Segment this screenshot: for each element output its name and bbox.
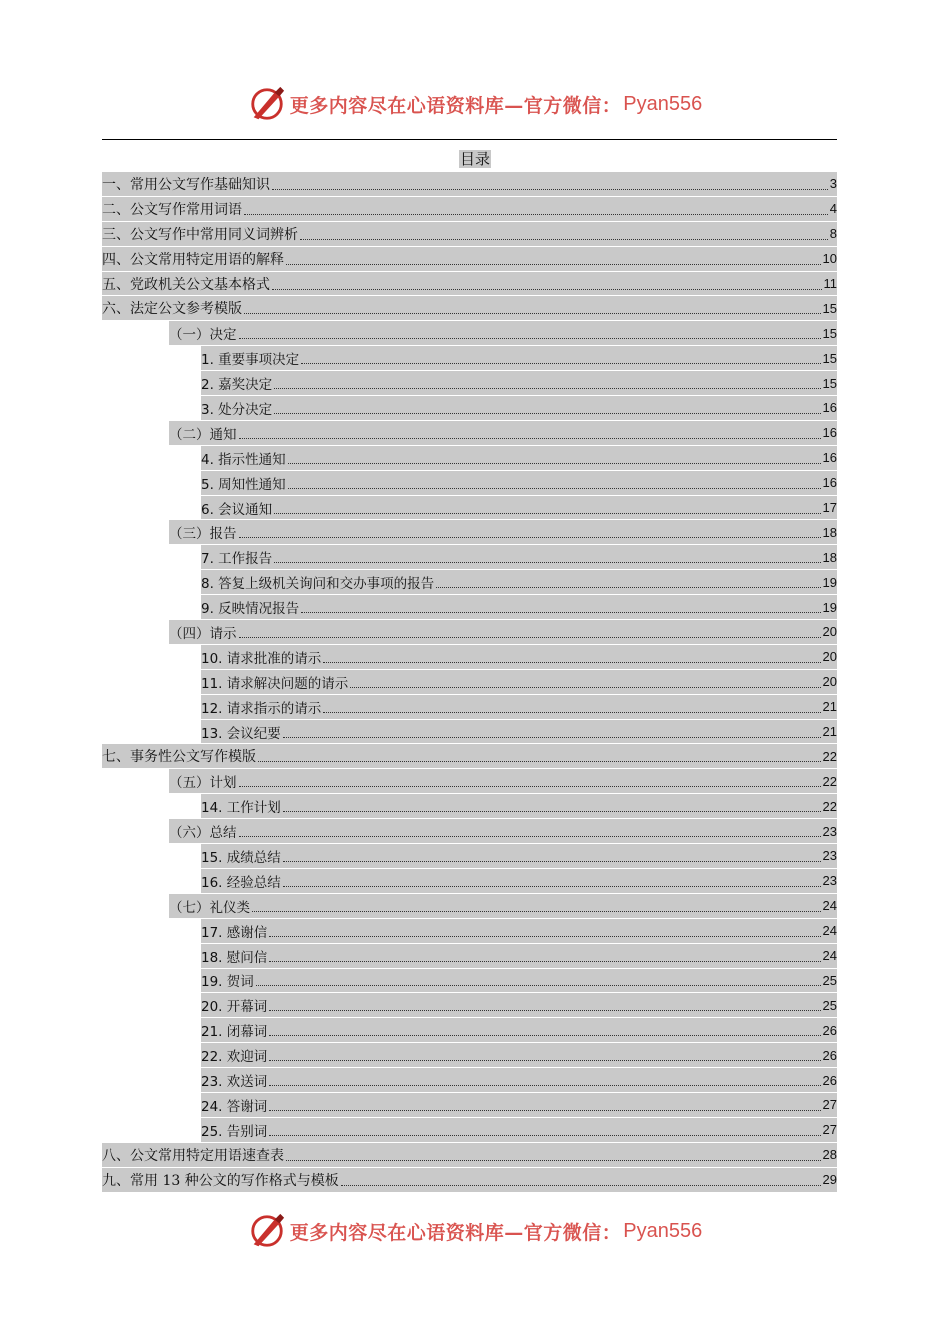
toc-entry[interactable] (201, 868, 837, 893)
toc-dot-leader (274, 387, 820, 389)
toc-entry-page: 15 (822, 325, 837, 341)
toc-dot-leader (269, 960, 820, 962)
toc-entry-title: 22. 欢迎词 (201, 1049, 268, 1066)
toc-entry-page: 15 (822, 300, 837, 316)
toc-dot-leader (436, 586, 820, 588)
toc-entry-page: 15 (822, 350, 837, 366)
toc-entry-title: 18. 慰问信 (201, 949, 268, 966)
toc-entry-title: （七）礼仪类 (169, 899, 250, 916)
toc-entry-title: 10. 请求批准的请示 (201, 650, 322, 667)
toc-entry-title: 1. 重要事项决定 (201, 352, 300, 369)
toc-entry-title: 5. 周知性通知 (201, 476, 286, 493)
toc-entry-title: 20. 开幕词 (201, 999, 268, 1016)
toc-entry-title: 一、常用公文写作基础知识 (102, 176, 270, 193)
toc-entry[interactable] (201, 694, 837, 719)
toc-dot-leader (283, 885, 821, 887)
toc-dot-leader (286, 263, 821, 265)
toc-entry-page: 23 (822, 848, 837, 864)
toc-entry[interactable] (169, 320, 837, 345)
toc-entry-page: 21 (822, 699, 837, 715)
toc-entry-page: 24 (822, 898, 837, 914)
toc-dot-leader (283, 736, 821, 738)
toc-entry-page: 25 (822, 972, 837, 988)
toc-entry[interactable] (201, 370, 837, 395)
toc-entry-page: 15 (822, 375, 837, 391)
toc-dot-leader (239, 536, 821, 538)
toc-dot-leader (323, 661, 820, 663)
toc-entry-page: 11 (823, 276, 837, 291)
toc-entry-title: 二、公文写作常用词语 (102, 201, 242, 218)
footer-wechat-id: Pyan556 (623, 1219, 703, 1242)
toc-entry-title: 九、常用 13 种公文的写作格式与模板 (102, 1172, 339, 1189)
toc-entry[interactable] (169, 768, 837, 793)
toc-dot-leader (269, 1034, 820, 1036)
toc-entry[interactable] (201, 1017, 837, 1042)
toc-entry-page: 3 (829, 176, 837, 192)
toc-entry-title: 2. 嘉奖决定 (201, 377, 273, 394)
toc-entry-page: 23 (822, 873, 837, 889)
toc-entry-page: 20 (822, 624, 837, 640)
toc-entry-title: 7. 工作报告 (201, 551, 273, 568)
footer-banner-text: 更多内容尽在心语资料库—官方微信： (289, 1221, 622, 1244)
toc-entry-page: 21 (822, 724, 837, 740)
header-wechat-id: Pyan556 (623, 92, 703, 115)
toc-entry[interactable] (169, 519, 837, 544)
toc-entry-title: 12. 请求指示的请示 (201, 700, 322, 717)
toc-entry-page: 22 (822, 773, 837, 789)
toc-dot-leader (272, 188, 828, 190)
toc-entry-page: 16 (822, 450, 837, 466)
toc-entry[interactable] (201, 943, 837, 968)
toc-entry-title: 11. 请求解决问题的请示 (201, 675, 349, 692)
toc-entry-title: 八、公文常用特定用语速查表 (102, 1147, 284, 1164)
toc-entry[interactable] (201, 1042, 837, 1067)
toc-entry-title: （一）决定 (169, 327, 237, 344)
toc-entry[interactable] (201, 345, 837, 370)
toc-entry-title: （二）通知 (169, 426, 237, 443)
toc-dot-leader (323, 711, 820, 713)
toc-dot-leader (239, 785, 821, 787)
toc-dot-leader (256, 984, 821, 986)
toc-dot-leader (252, 910, 821, 912)
toc-entry-title: 8. 答复上级机关询问和交办事项的报告 (201, 576, 435, 593)
toc-dot-leader (300, 238, 828, 240)
toc-dot-leader (269, 1109, 820, 1111)
toc-entry-title: 三、公文写作中常用同义词辨析 (102, 226, 298, 243)
toc-entry-page: 4 (829, 201, 837, 217)
toc-entry-title: 四、公文常用特定用语的解释 (102, 251, 284, 268)
toc-entry-page: 25 (822, 997, 837, 1013)
toc-entry-page: 22 (822, 798, 837, 814)
header-divider (102, 139, 837, 140)
toc-entry[interactable] (201, 445, 837, 470)
toc-entry-title: 15. 成绩总结 (201, 849, 281, 866)
toc-dot-leader (244, 312, 821, 314)
toc-dot-leader (269, 1084, 820, 1086)
toc-entry[interactable] (201, 395, 837, 420)
toc-dot-leader (341, 1184, 821, 1186)
toc-entry-page: 27 (822, 1122, 837, 1138)
toc-entry-page: 8 (829, 226, 837, 242)
toc-entry[interactable] (201, 569, 837, 594)
toc-entry-page: 26 (822, 1022, 837, 1038)
toc-entry-page: 28 (822, 1147, 837, 1163)
toc-dot-leader (283, 810, 821, 812)
toc-entry-page: 18 (822, 524, 837, 540)
toc-entry[interactable] (201, 719, 837, 744)
toc-dot-leader (269, 1134, 820, 1136)
table-of-contents (102, 171, 837, 1192)
toc-entry-page: 16 (822, 400, 837, 416)
toc-entry-page: 19 (822, 574, 837, 590)
toc-entry-page: 18 (822, 549, 837, 565)
toc-entry-page: 22 (822, 748, 837, 764)
toc-entry-page: 29 (822, 1172, 837, 1188)
toc-dot-leader (269, 1059, 820, 1061)
toc-dot-leader (239, 337, 821, 339)
toc-entry[interactable] (169, 818, 837, 843)
toc-entry-page: 19 (822, 599, 837, 615)
toc-dot-leader (239, 437, 821, 439)
toc-entry-page: 24 (822, 948, 837, 964)
toc-entry[interactable] (201, 594, 837, 619)
toc-entry[interactable] (102, 246, 837, 271)
toc-entry[interactable] (201, 1117, 837, 1142)
toc-entry-title: 23. 欢送词 (201, 1074, 268, 1090)
toc-entry-page: 26 (822, 1072, 837, 1088)
toc-entry-page: 17 (822, 500, 837, 516)
toc-entry[interactable] (102, 295, 837, 320)
toc-dot-leader (274, 412, 820, 414)
toc-entry[interactable] (102, 271, 837, 296)
toc-dot-leader (244, 213, 828, 215)
toc-entry[interactable] (169, 893, 837, 918)
toc-entry-title: （三）报告 (169, 526, 237, 543)
toc-entry-page: 16 (822, 425, 837, 441)
toc-entry[interactable] (201, 644, 837, 669)
toc-entry[interactable] (102, 1142, 837, 1167)
toc-entry[interactable] (201, 470, 837, 495)
toc-entry[interactable] (201, 495, 837, 520)
pen-logo-icon (248, 85, 286, 123)
toc-entry-page: 16 (822, 475, 837, 491)
toc-dot-leader (239, 636, 821, 638)
header-banner (0, 84, 950, 124)
toc-entry[interactable] (102, 196, 837, 221)
toc-entry-title: （五）计划 (169, 775, 237, 792)
toc-entry-title: 4. 指示性通知 (201, 451, 286, 468)
footer-banner (0, 1211, 950, 1251)
toc-entry-title: 9. 反映情况报告 (201, 601, 300, 618)
toc-entry-page: 26 (822, 1047, 837, 1063)
toc-entry[interactable] (201, 968, 837, 993)
toc-dot-leader (274, 512, 820, 514)
toc-dot-leader (258, 760, 821, 762)
toc-entry-page: 20 (822, 649, 837, 665)
toc-entry[interactable] (201, 544, 837, 569)
toc-entry-title: 六、法定公文参考模版 (102, 301, 242, 318)
toc-dot-leader (286, 1159, 821, 1161)
toc-title: 目录 (459, 150, 490, 168)
toc-dot-leader (301, 362, 820, 364)
toc-entry-page: 27 (822, 1097, 837, 1113)
toc-entry-title: 21. 闭幕词 (201, 1024, 268, 1041)
toc-dot-leader (269, 935, 820, 937)
toc-entry-title: （六）总结 (169, 825, 237, 842)
toc-dot-leader (350, 686, 820, 688)
toc-entry[interactable] (201, 793, 837, 818)
toc-entry-title: 16. 经验总结 (201, 874, 281, 891)
toc-dot-leader (288, 487, 821, 489)
toc-entry[interactable] (201, 1092, 837, 1117)
toc-entry[interactable] (201, 1067, 837, 1092)
toc-entry-title: 17. 感谢信 (201, 924, 268, 941)
toc-entry-title: 五、党政机关公文基本格式 (102, 276, 270, 293)
toc-entry-title: 19. 贺词 (201, 974, 254, 991)
toc-entry[interactable] (102, 171, 837, 196)
toc-entry-title: 14. 工作计划 (201, 800, 281, 817)
toc-entry-title: 25. 告别词 (201, 1123, 268, 1140)
toc-entry-page: 24 (822, 923, 837, 939)
toc-entry-page: 20 (822, 674, 837, 690)
toc-dot-leader (272, 288, 822, 290)
toc-entry[interactable] (201, 843, 837, 868)
toc-dot-leader (269, 1009, 820, 1011)
toc-entry[interactable] (102, 743, 837, 768)
toc-entry-title: 24. 答谢词 (201, 1098, 268, 1115)
toc-entry-title: 3. 处分决定 (201, 401, 273, 418)
toc-entry[interactable] (201, 918, 837, 943)
toc-entry[interactable] (102, 1167, 837, 1192)
header-banner-text: 更多内容尽在心语资料库—官方微信： (289, 94, 622, 117)
toc-entry[interactable] (201, 669, 837, 694)
toc-entry-title: 6. 会议通知 (201, 501, 273, 518)
toc-dot-leader (288, 462, 821, 464)
toc-entry[interactable] (169, 420, 837, 445)
toc-entry-page: 23 (822, 823, 837, 839)
toc-dot-leader (301, 611, 820, 613)
toc-entry[interactable] (169, 619, 837, 644)
toc-entry[interactable] (102, 221, 837, 246)
toc-dot-leader (274, 561, 820, 563)
toc-entry-page: 10 (822, 251, 837, 267)
pen-logo-icon (248, 1212, 286, 1250)
toc-entry[interactable] (201, 992, 837, 1017)
toc-dot-leader (283, 860, 821, 862)
toc-entry-title: （四）请示 (169, 625, 237, 642)
toc-entry-title: 13. 会议纪要 (201, 725, 281, 742)
toc-entry-title: 七、事务性公文写作模版 (102, 749, 256, 766)
toc-dot-leader (239, 835, 821, 837)
